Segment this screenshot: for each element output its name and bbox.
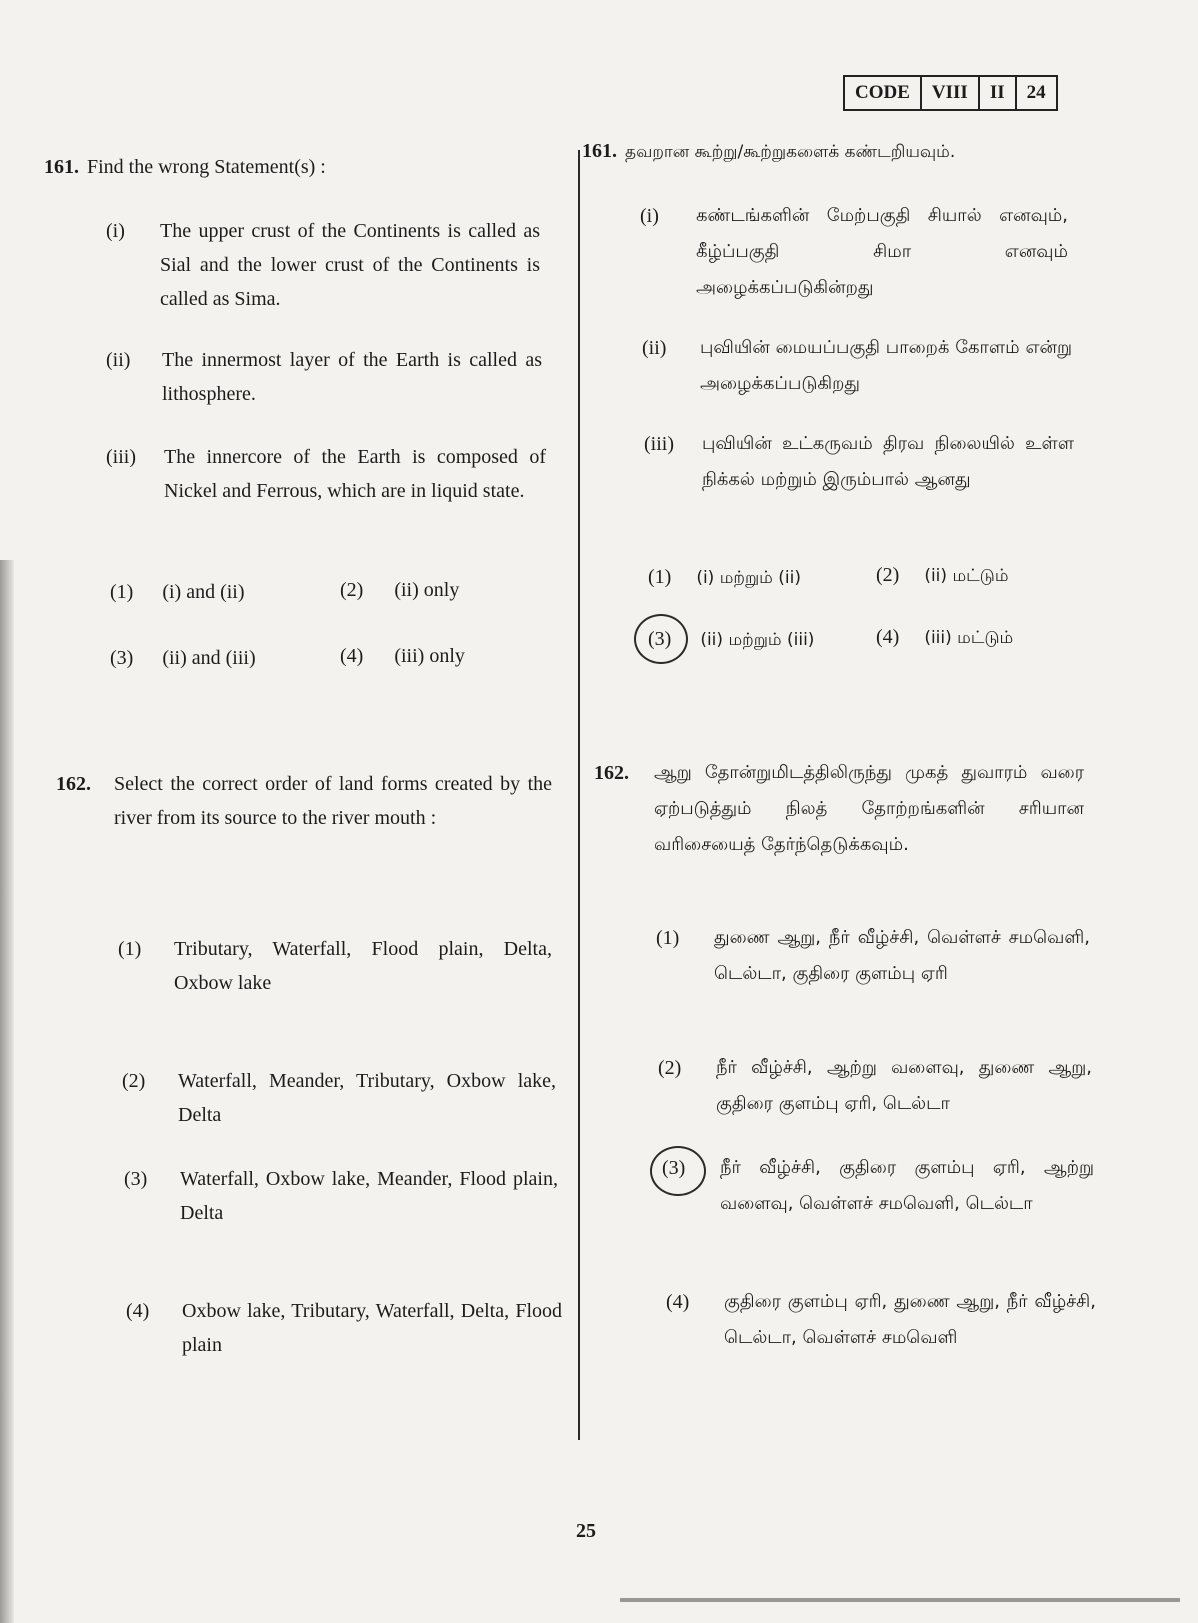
option-mark: (2) <box>658 1057 682 1079</box>
question-number: 161. <box>44 156 79 178</box>
q162-ta-question <box>594 756 1094 896</box>
scan-bottom-shadow <box>620 1598 1180 1602</box>
statement-mark: (iii) <box>106 446 136 468</box>
option-text: துணை ஆறு, நீர் வீழ்ச்சி, வெள்ளச் சமவெளி, டெல்டா, குதிரை குளம்பு ஏரி <box>714 927 1090 984</box>
option-text: Oxbow lake, Tributary, Waterfall, Delta, Flood plain <box>182 1300 562 1356</box>
page-number: 25 <box>576 1520 596 1542</box>
question-text: Find the wrong Statement(s) : <box>87 156 326 178</box>
question-text: தவறான கூற்று/கூற்றுகளைக் கண்டறியவும். <box>625 142 956 162</box>
code-series: VIII <box>922 77 980 109</box>
q162-en-question <box>56 767 556 877</box>
option-text: (i) and (ii) <box>162 581 245 603</box>
q161-ta-statement-2 <box>642 330 1092 402</box>
statement-mark: (ii) <box>106 349 131 371</box>
option-mark: (2) <box>122 1070 146 1092</box>
statement-text: புவியின் உட்கருவம் திரவ நிலையில் உள்ள நிக்கல் மற்றும் இரும்பால் ஆனது <box>702 433 1074 490</box>
q161-en-statement-1 <box>106 214 546 324</box>
q162-ta-option-2[interactable] <box>658 1050 1108 1122</box>
q162-ta-option-4[interactable] <box>666 1284 1116 1394</box>
code-paper: II <box>980 77 1017 109</box>
q162-en-option-1[interactable] <box>118 932 558 1004</box>
question-text: Select the correct order of land forms created by the river from its source to the river mouth : <box>114 773 552 829</box>
question-number: 161. <box>582 140 617 162</box>
option-text: Tributary, Waterfall, Flood plain, Delta, Oxbow lake <box>174 938 552 994</box>
statement-mark: (iii) <box>644 433 674 455</box>
answer-circle-mark <box>650 1146 706 1196</box>
option-text: குதிரை குளம்பு ஏரி, துணை ஆறு, நீர் வீழ்ச்சி, டெல்டா, வெள்ளச் சமவெளி <box>724 1291 1096 1348</box>
statement-text: The innercore of the Earth is composed of Nickel and Ferrous, which are in liquid state. <box>164 446 546 502</box>
option-text: Waterfall, Meander, Tributary, Oxbow lake, Delta <box>178 1070 556 1126</box>
option-mark: (2) <box>876 564 900 586</box>
question-number: 162. <box>56 773 91 795</box>
q161-ta-option-2[interactable] <box>876 558 1009 594</box>
option-mark: (3) <box>648 628 672 650</box>
statement-text: The upper crust of the Continents is called as Sial and the lower crust of the Continents is called as Sima. <box>160 220 540 310</box>
option-mark: (4) <box>126 1300 150 1322</box>
code-box <box>843 75 1058 111</box>
q161-ta-option-1[interactable] <box>648 560 801 596</box>
option-mark: (1) <box>118 938 142 960</box>
q161-ta-statement-1 <box>640 198 1090 308</box>
q161-en-option-4[interactable] <box>340 639 465 673</box>
q161-en-statement-2 <box>106 343 546 415</box>
option-mark: (1) <box>110 581 134 603</box>
q162-en-option-2[interactable] <box>122 1064 562 1136</box>
option-text: (iii) மட்டும் <box>924 628 1014 648</box>
option-mark: (3) <box>662 1157 686 1179</box>
option-text: (ii) only <box>394 579 460 601</box>
q161-ta-statement-3 <box>644 426 1094 536</box>
option-text: (iii) only <box>394 645 465 667</box>
q161-en-option-2[interactable] <box>340 573 459 607</box>
q161-en-option-3[interactable] <box>110 641 256 675</box>
q161-en-statement-3 <box>106 440 550 550</box>
option-text: நீர் வீழ்ச்சி, குதிரை குளம்பு ஏரி, ஆற்று வளைவு, வெள்ளச் சமவெளி, டெல்டா <box>720 1157 1094 1214</box>
q161-ta-question <box>582 134 1142 170</box>
scan-edge-shadow <box>0 560 14 1623</box>
option-mark: (1) <box>656 927 680 949</box>
statement-text: The innermost layer of the Earth is called as lithosphere. <box>162 349 542 405</box>
statement-mark: (i) <box>640 205 659 227</box>
option-text: (ii) and (iii) <box>162 647 256 669</box>
column-divider <box>578 150 580 1440</box>
option-text: நீர் வீழ்ச்சி, ஆற்று வளைவு, துணை ஆறு, குதிரை குளம்பு ஏரி, டெல்டா <box>716 1057 1092 1114</box>
option-text: Waterfall, Oxbow lake, Meander, Flood plain, Delta <box>180 1168 558 1224</box>
q162-en-option-3[interactable] <box>124 1162 564 1234</box>
statement-text: புவியின் மையப்பகுதி பாறைக் கோளம் என்று அழைக்கப்படுகிறது <box>700 337 1072 394</box>
option-mark: (4) <box>666 1291 690 1313</box>
option-mark: (2) <box>340 579 364 601</box>
statement-text: கண்டங்களின் மேற்பகுதி சியால் எனவும், கீழ்ப்பகுதி சிமா எனவும் அழைக்கப்படுகின்றது <box>696 205 1068 298</box>
q162-en-option-4[interactable] <box>126 1294 566 1366</box>
code-number: 24 <box>1026 82 1046 103</box>
q161-ta-option-4[interactable] <box>876 620 1013 656</box>
option-text: (ii) மற்றும் (iii) <box>700 630 815 650</box>
q162-ta-option-3[interactable] <box>662 1150 1112 1260</box>
option-mark: (3) <box>124 1168 148 1190</box>
option-mark: (1) <box>648 566 672 588</box>
code-label: CODE <box>845 77 922 109</box>
option-text: (i) மற்றும் (ii) <box>696 568 801 588</box>
option-mark: (4) <box>876 626 900 648</box>
question-text: ஆறு தோன்றுமிடத்திலிருந்து முகத் துவாரம் வரை ஏற்படுத்தும் நிலத் தோற்றங்களின் சரியான வரிசையைத் தேர்ந்தெடுக்கவும். <box>654 762 1084 855</box>
option-text: (ii) மட்டும் <box>924 566 1009 586</box>
q161-en-question <box>44 150 564 184</box>
option-mark: (4) <box>340 645 364 667</box>
statement-mark: (ii) <box>642 337 667 359</box>
statement-mark: (i) <box>106 220 125 242</box>
question-number: 162. <box>594 762 629 784</box>
option-mark: (3) <box>110 647 134 669</box>
q162-ta-option-1[interactable] <box>656 920 1106 1030</box>
answer-circle-mark <box>634 614 688 664</box>
q161-en-option-1[interactable] <box>110 575 245 609</box>
